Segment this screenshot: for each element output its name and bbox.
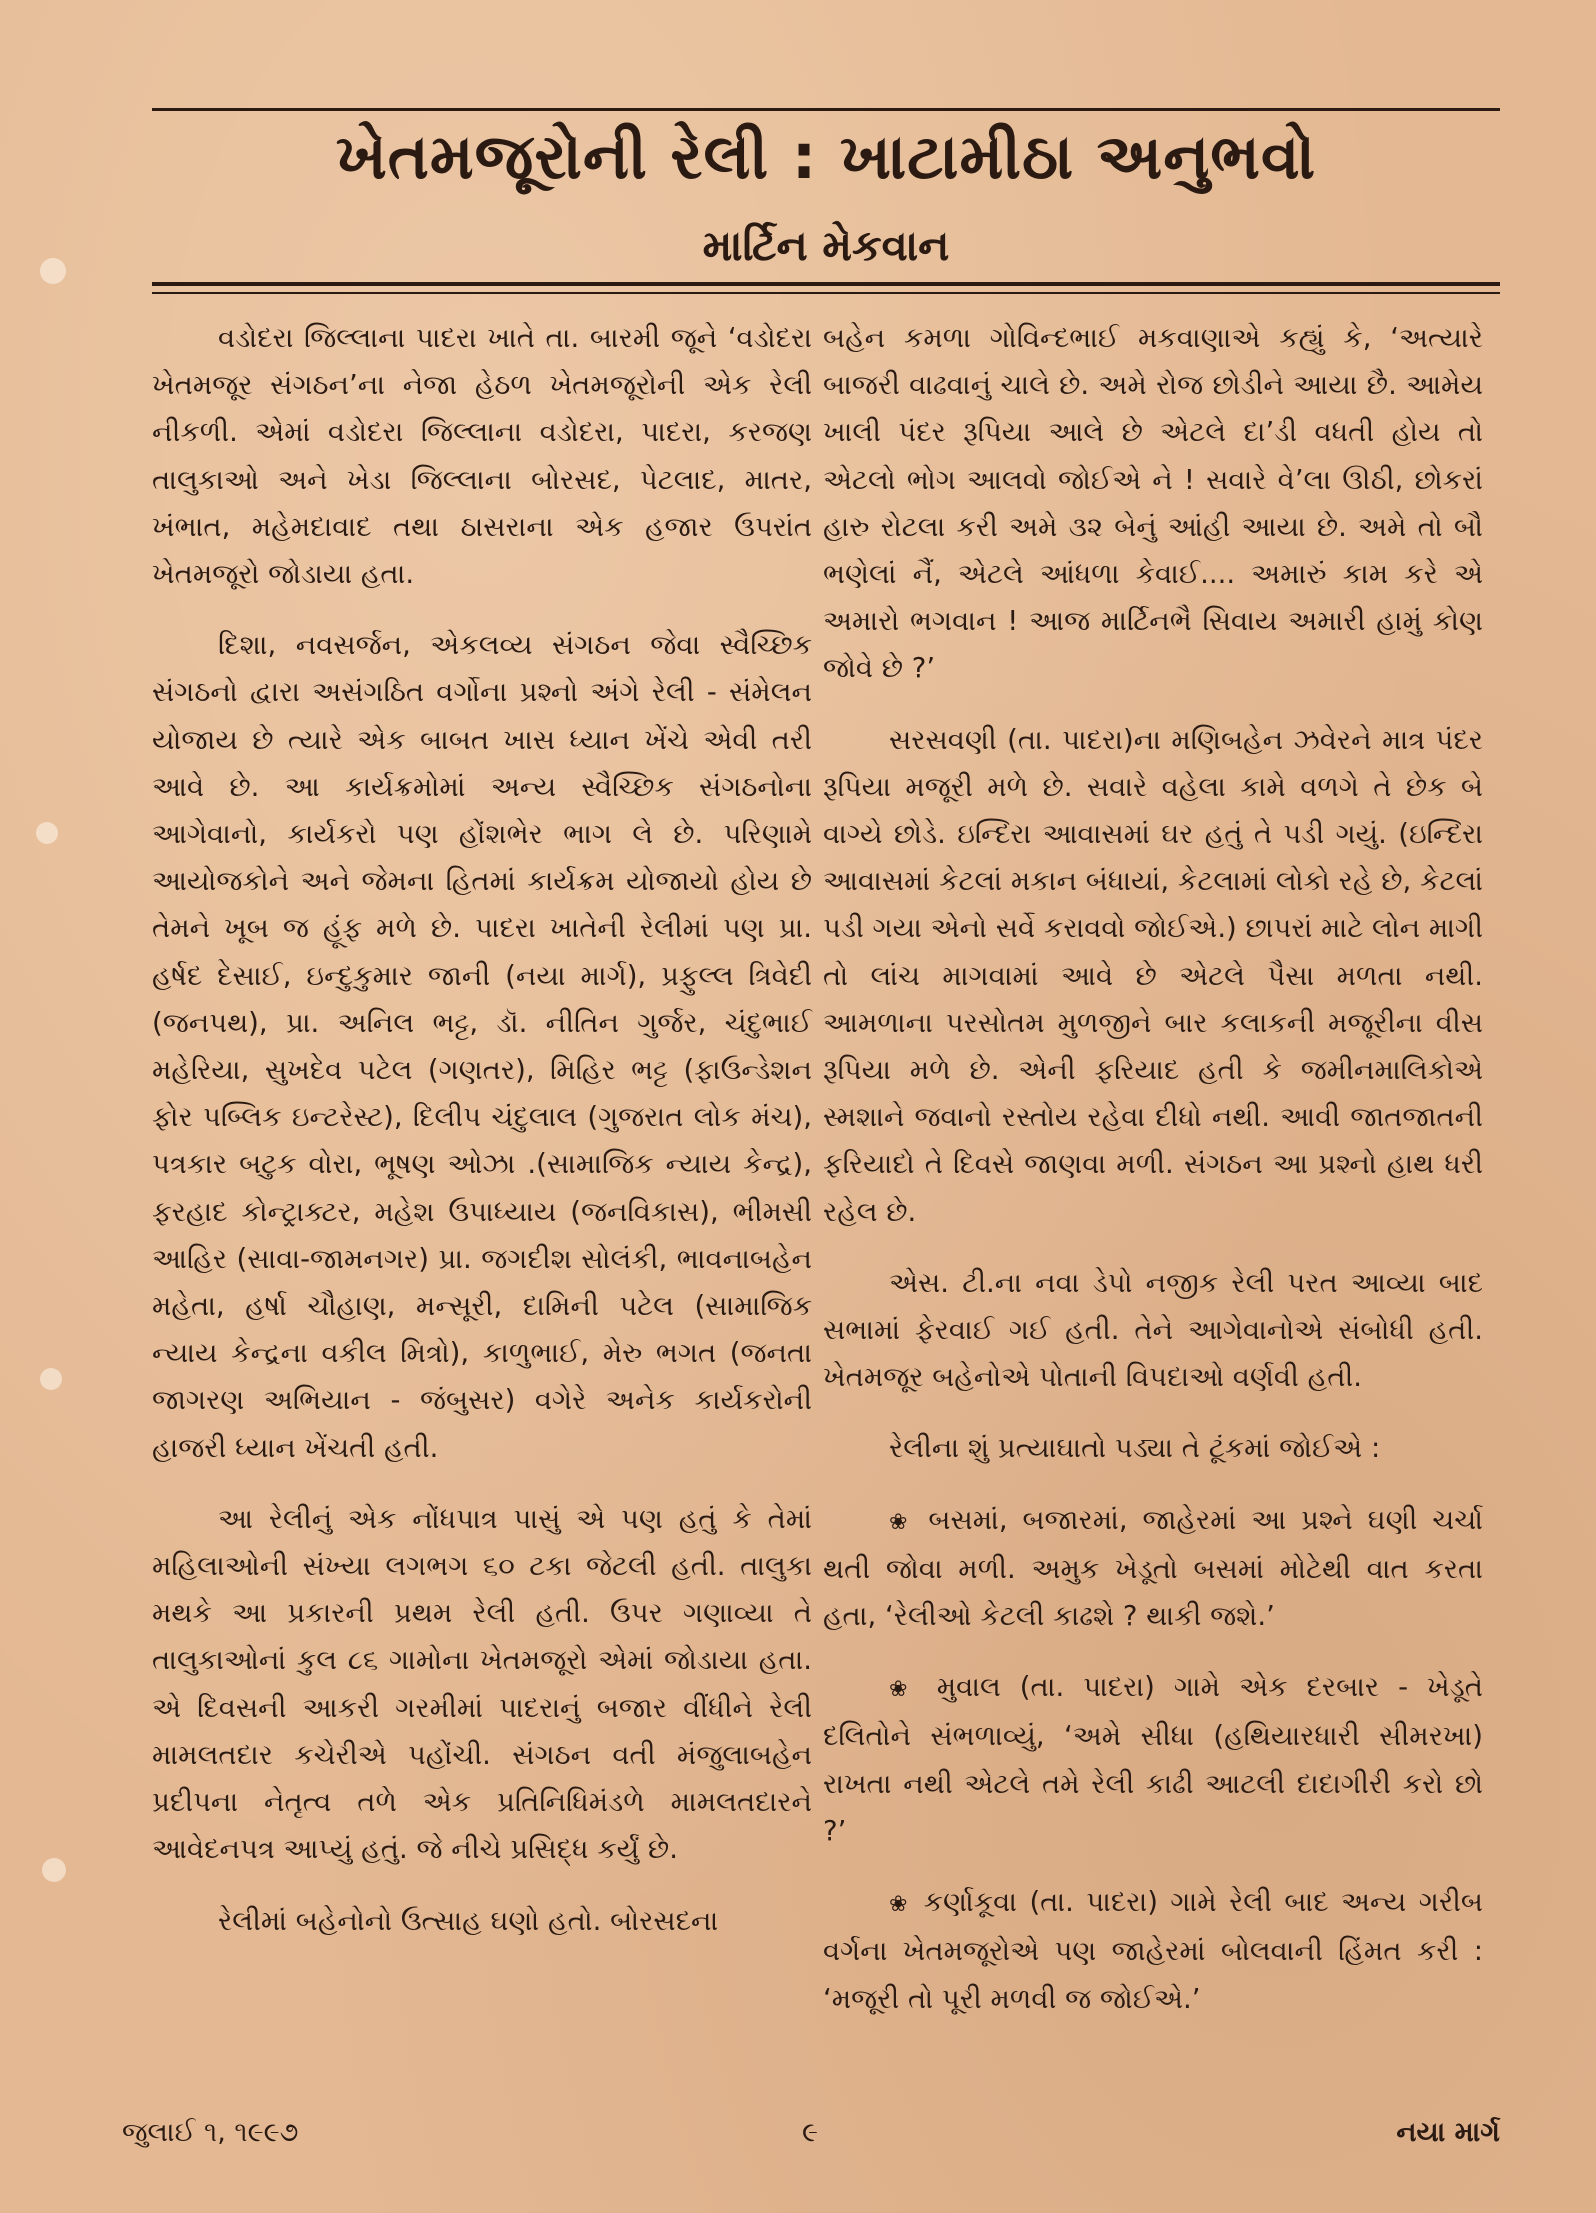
paragraph-continuation: બહેન કમળા ગોવિન્દભાઈ મકવાણાએ કહ્યું કે, ‘અત્યારે બાજરી વાઢવાનું ચાલે છે. અમે રોજ છોડીને આયા છૈ. આમેય ખાલી પંદર રૂપિયા આલે છે એટલે દા’ડી વધતી હોય તો એટલો ભોગ આલવો જોઈએ ને ! સવારે વે’લા ઊઠી, છોકરાં હારુ રોટલા કરી અમે ૩૨ બેનું આંહી આયા છે. અમે તો બૌ ભણેલાં નૈં, એટલે આંધળા કેવાઈ.... અમારું કામ કરે એ અમારો ભગવાન ! આજ માર્ટિનભૈ સિવાય અમારી હામું કોણ જોવે છે ?’ xyxy=(823,322,1483,685)
paragraph: દિશા, નવસર્જન, એકલવ્ય સંગઠન જેવા સ્વૈચ્છિક સંગઠનો દ્વારા અસંગઠિત વર્ગોના પ્રશ્નો અંગે રેલી - સંમેલન યોજાય છે ત્યારે એક બાબત ખાસ ધ્યાન ખેંચે એવી તરી આવે છે. આ કાર્યક્રમોમાં અન્ય સ્વૈચ્છિક સંગઠનોના આગેવાનો, કાર્યકરો પણ હોંશભેર ભાગ લે છે. પરિણામે આયોજકોને અને જેમના હિતમાં કાર્યક્રમ યોજાયો હોય છે તેમને ખૂબ જ હૂંફ મળે છે. પાદરા ખાતેની રેલીમાં પણ પ્રા. હર્ષદ દેસાઈ, ઇન્દુકુમાર જાની (નયા માર્ગ), પ્રફુલ્લ ત્રિવેદી (જનપથ), પ્રા. અનિલ ભટ્ટ, ડૉ. નીતિન ગુર્જર, ચંદુભાઈ મહેરિયા, સુખદેવ પટેલ (ગણતર), મિહિર ભટ્ટ (ફાઉન્ડેશન ફોર પબ્લિક ઇન્ટરેસ્ટ), દિલીપ ચંદુલાલ (ગુજરાત લોક મંચ), પત્રકાર બટુક વોરા, ભૂષણ ઓઝા .(સામાજિક ન્યાય કેન્દ્ર), ફરહાદ કોન્ટ્રાક્ટર, મહેશ ઉપાધ્યાય (જનવિકાસ), ભીમસી આહિર (સાવા-જામનગર) પ્રા. જગદીશ સોલંકી, ભાવનાબહેન મહેતા, હર્ષા ચૌહાણ, મન્સૂરી, દામિની પટેલ (સામાજિક ન્યાય કેન્દ્રના વકીલ મિત્રો), કાળુભાઈ, મેરુ ભગત (જનતા જાગરણ અભિયાન - જંબુસર) વગેરે અનેક કાર્યકરોની હાજરી ધ્યાન ખેંચતી હતી. xyxy=(152,629,812,1464)
right-column xyxy=(823,315,1483,2023)
page-number: ૯ xyxy=(802,2117,818,2148)
page-footer xyxy=(122,2108,1500,2158)
paragraph: એસ. ટી.ના નવા ડેપો નજીક રેલી પરત આવ્યા બાદ સભામાં ફેરવાઈ ગઈ હતી. તેને આગેવાનોએ સંબોધી હતી. ખેતમજૂર બહેનોએ પોતાની વિપદાઓ વર્ણવી હતી. xyxy=(823,1266,1483,1394)
paragraph: રેલીમાં બહેનોનો ઉત્સાહ ઘણો હતો. બોરસદના xyxy=(218,1904,719,1937)
bullet-text: કર્ણાકૂવા (તા. પાદરા) ગામે રેલી બાદ અન્ય ગરીબ વર્ગના ખેતમજૂરોએ પણ જાહેરમાં બોલવાની હિંમત કરી : ‘મજૂરી તો પૂરી મળવી જ જોઈએ.’ xyxy=(823,1886,1483,2015)
article-author: માર્ટિન મેકવાન xyxy=(702,221,950,270)
magazine-name: નયા માર્ગ xyxy=(1396,2117,1500,2148)
bullet-item xyxy=(823,1497,1483,1641)
bullet-item xyxy=(823,1664,1483,1855)
bullet-text: મુવાલ (તા. પાદરા) ગામે એક દરબાર - ખેડૂતે દલિતોને સંભળાવ્યું, ‘અમે સીધા (હથિયારધારી સીમરખા) રાખતા નથી એટલે તમે રેલી કાઢી આટલી દાદાગીરી કરો છો ?’ xyxy=(823,1671,1483,1847)
paper-damage-spot xyxy=(40,1368,62,1390)
flower-bullet-icon: ❀ xyxy=(889,1509,914,1535)
bullet-item xyxy=(823,1879,1483,2023)
paragraph: સરસવણી (તા. પાદરા)ના મણિબહેન ઝવેરને માત્ર પંદર રૂપિયા મજૂરી મળે છે. સવારે વહેલા કામે વળગે તે છેક બે વાગ્યે છોડે. ઇન્દિરા આવાસમાં ઘર હતું તે પડી ગયું. (ઇન્દિરા આવાસમાં કેટલાં મકાન બંધાયાં, કેટલામાં લોકો રહે છે, કેટલાં પડી ગયા એનો સર્વે કરાવવો જોઈએ.) છાપરાં માટે લોન માગી તો લાંચ માગવામાં આવે છે એટલે પૈસા મળતા નથી. આમળાના પરસોતમ મુળજીને બાર કલાકની મજૂરીના વીસ રૂપિયા મળે છે. એની ફરિયાદ હતી કે જમીનમાલિકોએ સ્મશાને જવાનો રસ્તોય રહેવા દીધો નથી. આવી જાતજાતની ફરિયાદો તે દિવસે જાણવા મળી. સંગઠન આ પ્રશ્નો હાથ ધરી રહેલ છે. xyxy=(823,723,1483,1228)
issue-date: જુલાઈ ૧, ૧૯૯૭ xyxy=(122,2117,299,2148)
bullet-text: બસમાં, બજારમાં, જાહેરમાં આ પ્રશ્ને ઘણી ચર્ચા થતી જોવા મળી. અમુક ખેડૂતો બસમાં મોટેથી વાત કરતા હતા, ‘રેલીઓ કેટલી કાઢશે ? થાકી જશે.’ xyxy=(823,1503,1483,1633)
title-double-rule xyxy=(152,282,1500,294)
paragraph: વડોદરા જિલ્લાના પાદરા ખાતે તા. બારમી જૂને ‘વડોદરા ખેતમજૂર સંગઠન’ના નેજા હેઠળ ખેતમજૂરોની એક રેલી નીકળી. એમાં વડોદરા જિલ્લાના વડોદરા, પાદરા, કરજણ તાલુકાઓ અને ખેડા જિલ્લાના બોરસદ, પેટલાદ, માતર, ખંભાત, મહેમદાવાદ તથા ઠાસરાના એક હજાર ઉપરાંત ખેતમજૂરો જોડાયા હતા. xyxy=(152,322,812,591)
paragraph: આ રેલીનું એક નોંધપાત્ર પાસું એ પણ હતું કે તેમાં મહિલાઓની સંખ્યા લગભગ ૬૦ ટકા જેટલી હતી. તાલુકા મથકે આ પ્રકારની પ્રથમ રેલી હતી. ઉપર ગણાવ્યા તે તાલુકાઓનાં કુલ ૮૬ ગામોના ખેતમજૂરો એમાં જોડાયા હતા. એ દિવસની આકરી ગરમીમાં પાદરાનું બજાર વીંધીને રેલી મામલતદાર કચેરીએ પહોંચી. સંગઠન વતી મંજુલાબહેન પ્રદીપના નેતૃત્વ તળે એક પ્રતિનિધિમંડળે મામલતદારને આવેદનપત્ર આપ્યું હતું. જે નીચે પ્રસિદ્ધ કર્યું છે. xyxy=(152,1502,812,1866)
paper-damage-spot xyxy=(40,258,66,284)
flower-bullet-icon: ❀ xyxy=(889,1677,918,1703)
top-rule xyxy=(152,108,1500,111)
paragraph: રેલીના શું પ્રત્યાઘાતો પડ્યા તે ટૂંકમાં જોઈએ : xyxy=(889,1432,1381,1465)
flower-bullet-icon: ❀ xyxy=(889,1892,912,1918)
paper-damage-spot xyxy=(42,1858,66,1882)
paper-damage-spot xyxy=(36,822,58,844)
left-column xyxy=(152,315,812,1945)
article-title: ખેતમજૂરોની રેલી : ખાટામીઠા અનુભવો xyxy=(335,120,1317,193)
